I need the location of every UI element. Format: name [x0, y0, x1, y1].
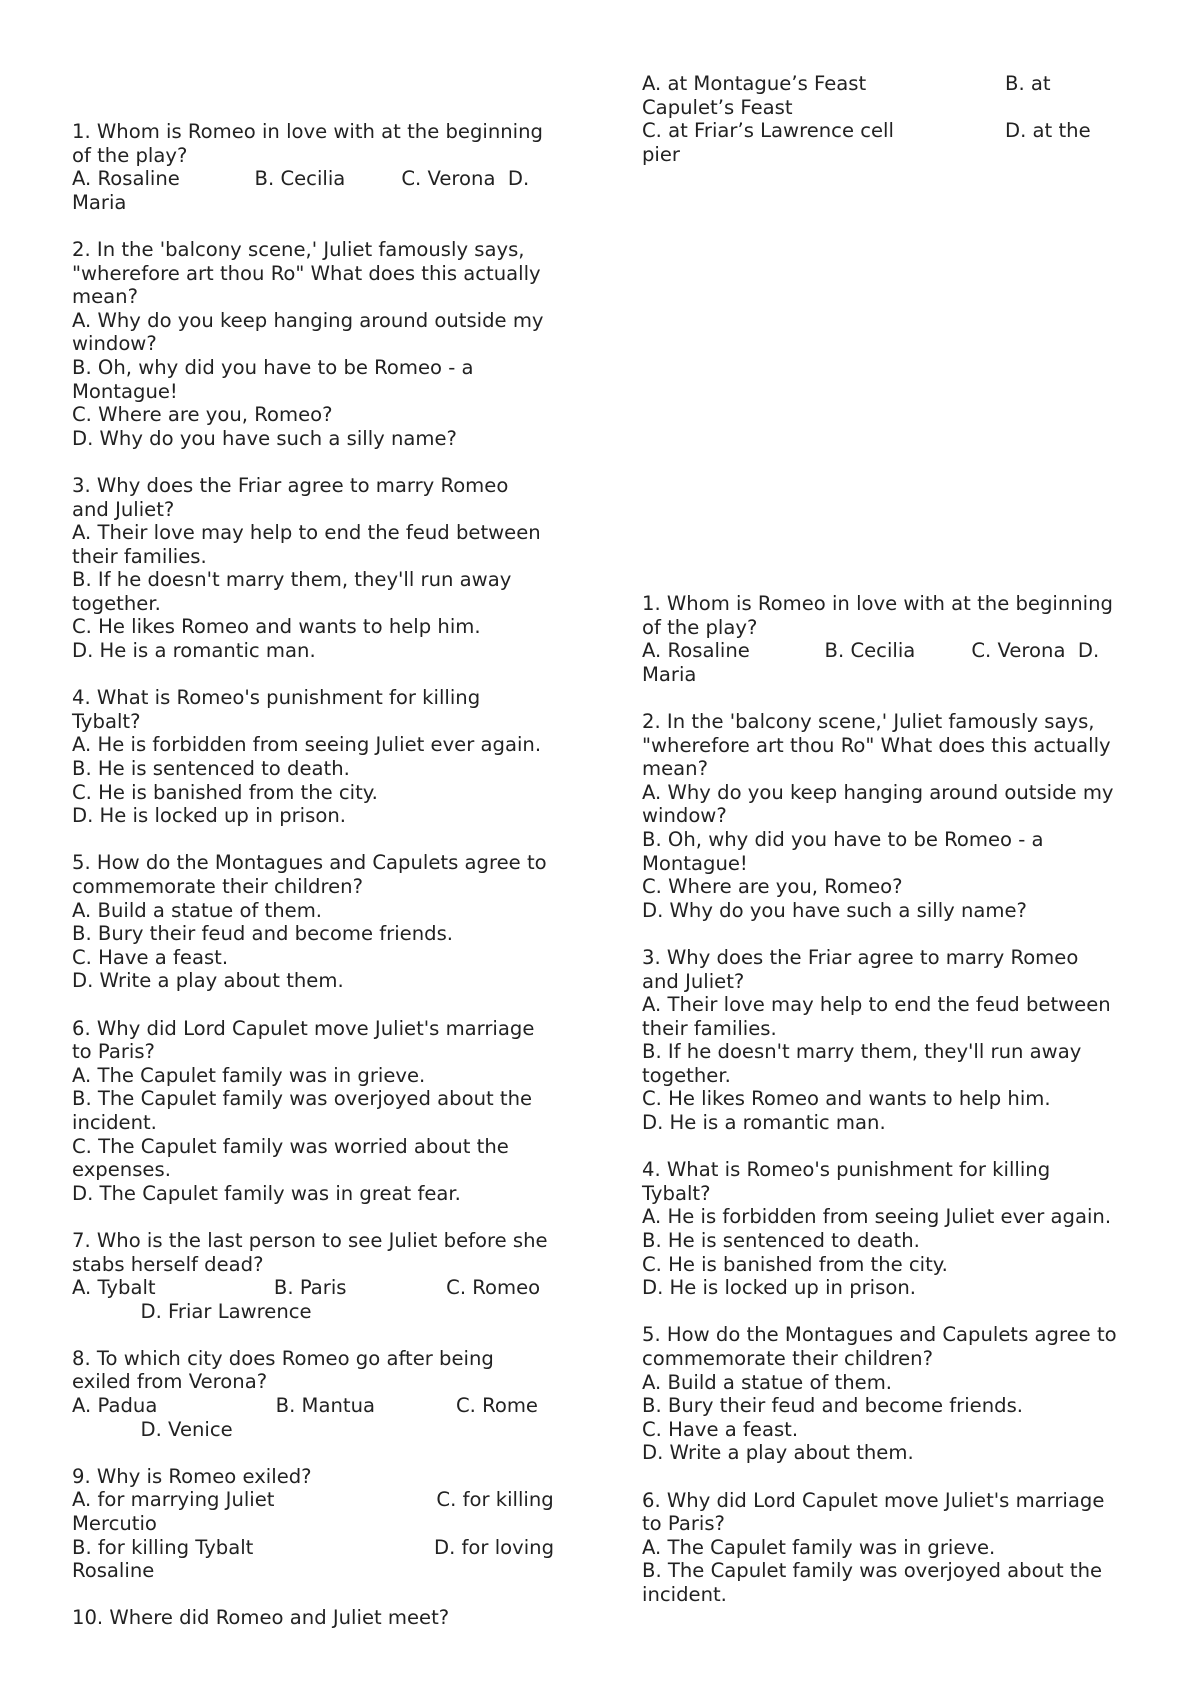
question-text: 1. Whom is Romeo in love with at the beginning	[72, 120, 543, 143]
question-block	[72, 1606, 592, 1630]
question-text: 1. Whom is Romeo in love with at the beginning	[642, 592, 1113, 615]
question-line: D. He is locked up in prison.	[72, 804, 346, 828]
question-line: B. The Capulet family was overjoyed about the	[642, 1559, 1103, 1583]
question-line: B. Bury their feud and become friends.	[642, 1394, 1024, 1418]
question-block	[72, 1347, 592, 1441]
question-line: Maria	[72, 190, 127, 214]
question-block	[72, 474, 592, 663]
question-line: B. Bury their feud and become friends.	[72, 922, 454, 946]
question-line: C. Where are you, Romeo?	[72, 403, 333, 427]
question-line: A. Tybalt B. Paris C. Romeo	[72, 1276, 541, 1300]
question-line: C. He likes Romeo and wants to help him.	[642, 1087, 1051, 1111]
question-line: together.	[72, 591, 161, 615]
question-line: B. If he doesn't marry them, they'll run away	[642, 1040, 1082, 1064]
question-text: 8. To which city does Romeo go after being	[72, 1346, 494, 1370]
question-line: A. The Capulet family was in grieve.	[642, 1535, 996, 1559]
question-block	[642, 592, 1162, 686]
question-line: mean?	[642, 757, 708, 781]
question-line: A. Padua B. Mantua C. Rome	[72, 1394, 538, 1418]
question-text: 6. Why did Lord Capulet move Juliet's marriage	[642, 1488, 1105, 1512]
question-line: A. He is forbidden from seeing Juliet ever again.	[642, 1205, 1112, 1229]
question-line: C. Where are you, Romeo?	[642, 875, 903, 899]
question-line: A. Their love may help to end the feud between	[72, 521, 541, 545]
question-line: D. He is locked up in prison.	[642, 1276, 916, 1300]
question-line: B. Oh, why did you have to be Romeo - a	[72, 355, 474, 379]
question-line: Montague!	[642, 851, 748, 875]
question-line: D. The Capulet family was in great fear.	[72, 1181, 461, 1205]
question-block	[72, 1465, 592, 1583]
question-line: C. Have a feast.	[642, 1417, 799, 1441]
question-block	[642, 1489, 1162, 1607]
question-line: their families.	[72, 544, 207, 568]
question-line: A. for marrying Juliet C. for killing	[72, 1488, 554, 1512]
question-line: Rosaline	[72, 1559, 155, 1583]
question-block	[72, 1229, 592, 1323]
question-line: stabs herself dead?	[72, 1252, 264, 1276]
question-line: A. Build a statue of them.	[72, 898, 323, 922]
question-line: C. He is banished from the city.	[642, 1252, 948, 1276]
question-line: D. Why do you have such a silly name?	[642, 898, 1027, 922]
question-line: commemorate their children?	[72, 875, 363, 898]
question-line: Mercutio	[72, 1512, 157, 1536]
left-question-column	[72, 120, 592, 1654]
question-line: together.	[642, 1063, 731, 1087]
q10-option-c: C. at Friar’s Lawrence cell	[642, 119, 894, 143]
question-text: 4. What is Romeo's punishment for killing	[72, 686, 481, 710]
question-line: and Juliet?	[72, 497, 175, 521]
question-line: window?	[72, 332, 157, 356]
question-text: 2. In the 'balcony scene,' Juliet famously says,	[642, 709, 1095, 733]
question-line: Maria	[642, 662, 697, 686]
question-line: mean?	[72, 285, 138, 309]
question-text: 2. In the 'balcony scene,' Juliet famously says,	[72, 237, 525, 261]
question-text: 4. What is Romeo's punishment for killing	[642, 1158, 1051, 1182]
question-line: Tybalt?	[642, 1181, 711, 1205]
question-line: C. He likes Romeo and wants to help him.	[72, 615, 481, 639]
question-line: commemorate their children?	[642, 1347, 933, 1370]
question-text: 5. How do the Montagues and Capulets agree to	[642, 1323, 1117, 1347]
question-line: D. He is a romantic man.	[642, 1111, 886, 1135]
question-line: of the play?	[72, 143, 188, 167]
question-line: A. Build a statue of them.	[642, 1370, 893, 1394]
question-line: and Juliet?	[642, 969, 745, 993]
question-text: 5. How do the Montagues and Capulets agree to	[72, 851, 547, 875]
question-line: B. If he doesn't marry them, they'll run away	[72, 568, 512, 592]
question-line: "wherefore art thou Ro" What does this actually	[72, 261, 541, 285]
question-block	[642, 946, 1162, 1135]
question-line: A. Their love may help to end the feud between	[642, 993, 1111, 1017]
question-line: "wherefore art thou Ro" What does this actually	[642, 733, 1111, 757]
question-block	[642, 710, 1162, 922]
question-text: 10. Where did Romeo and Juliet meet?	[72, 1606, 450, 1630]
question-line: D. He is a romantic man.	[72, 639, 316, 663]
question-line: B. for killing Tybalt D. for loving	[72, 1535, 555, 1559]
question-line: A. He is forbidden from seeing Juliet ever again.	[72, 733, 542, 757]
question-block	[72, 686, 592, 828]
question-line: Montague!	[72, 379, 178, 403]
q10-option-b-part2: Capulet’s Feast	[642, 95, 793, 119]
question-line: D. Write a play about them.	[72, 969, 344, 993]
question-block	[72, 238, 592, 450]
question-line: D. Venice	[72, 1417, 233, 1441]
question-line: B. He is sentenced to death.	[72, 757, 350, 781]
question-line: A. Why do you keep hanging around outside my	[642, 780, 1114, 804]
question-line: A. The Capulet family was in grieve.	[72, 1063, 426, 1087]
question-line: incident.	[642, 1582, 727, 1606]
question-line: to Paris?	[72, 1040, 155, 1064]
q10-option-a: A. at Montague’s Feast	[642, 72, 867, 95]
question-line: D. Why do you have such a silly name?	[72, 426, 457, 450]
question-line: B. He is sentenced to death.	[642, 1229, 920, 1253]
question-line: expenses.	[72, 1158, 171, 1182]
question-line: their families.	[642, 1016, 777, 1040]
question-line: C. He is banished from the city.	[72, 780, 378, 804]
q10-option-d-part2: pier	[642, 142, 680, 166]
question-block	[642, 1323, 1162, 1465]
question-line: B. Oh, why did you have to be Romeo - a	[642, 827, 1044, 851]
question-line: C. Have a feast.	[72, 945, 229, 969]
right-question-column	[642, 592, 1162, 1630]
question-line: A. Rosaline B. Cecilia C. Verona D.	[72, 167, 530, 191]
question-text: 3. Why does the Friar agree to marry Romeo	[642, 945, 1079, 969]
question-line: exiled from Verona?	[72, 1370, 268, 1394]
question-line: A. Rosaline B. Cecilia C. Verona D.	[642, 639, 1100, 663]
question-line: to Paris?	[642, 1512, 725, 1536]
q10-option-d-part1: D. at the	[1005, 119, 1091, 143]
question-line: A. Why do you keep hanging around outside my	[72, 308, 544, 332]
question-line: of the play?	[642, 615, 758, 639]
question-text: 3. Why does the Friar agree to marry Romeo	[72, 473, 509, 497]
question-line: Tybalt?	[72, 709, 141, 733]
question-text: 7. Who is the last person to see Juliet before she	[72, 1228, 548, 1252]
question-block	[642, 1158, 1162, 1300]
q10-option-b-part1: B. at	[1005, 72, 1051, 95]
question-block	[72, 851, 592, 993]
question-line: D. Write a play about them.	[642, 1441, 914, 1465]
question-line: C. The Capulet family was worried about the	[72, 1134, 509, 1158]
question-text: 9. Why is Romeo exiled?	[72, 1464, 312, 1488]
question-line: window?	[642, 804, 727, 828]
question-line: B. The Capulet family was overjoyed about the	[72, 1087, 533, 1111]
question-text: 6. Why did Lord Capulet move Juliet's marriage	[72, 1016, 535, 1040]
question-line: D. Friar Lawrence	[72, 1299, 312, 1323]
question-line: incident.	[72, 1110, 157, 1134]
question-block	[72, 120, 592, 214]
question-block	[72, 1017, 592, 1206]
